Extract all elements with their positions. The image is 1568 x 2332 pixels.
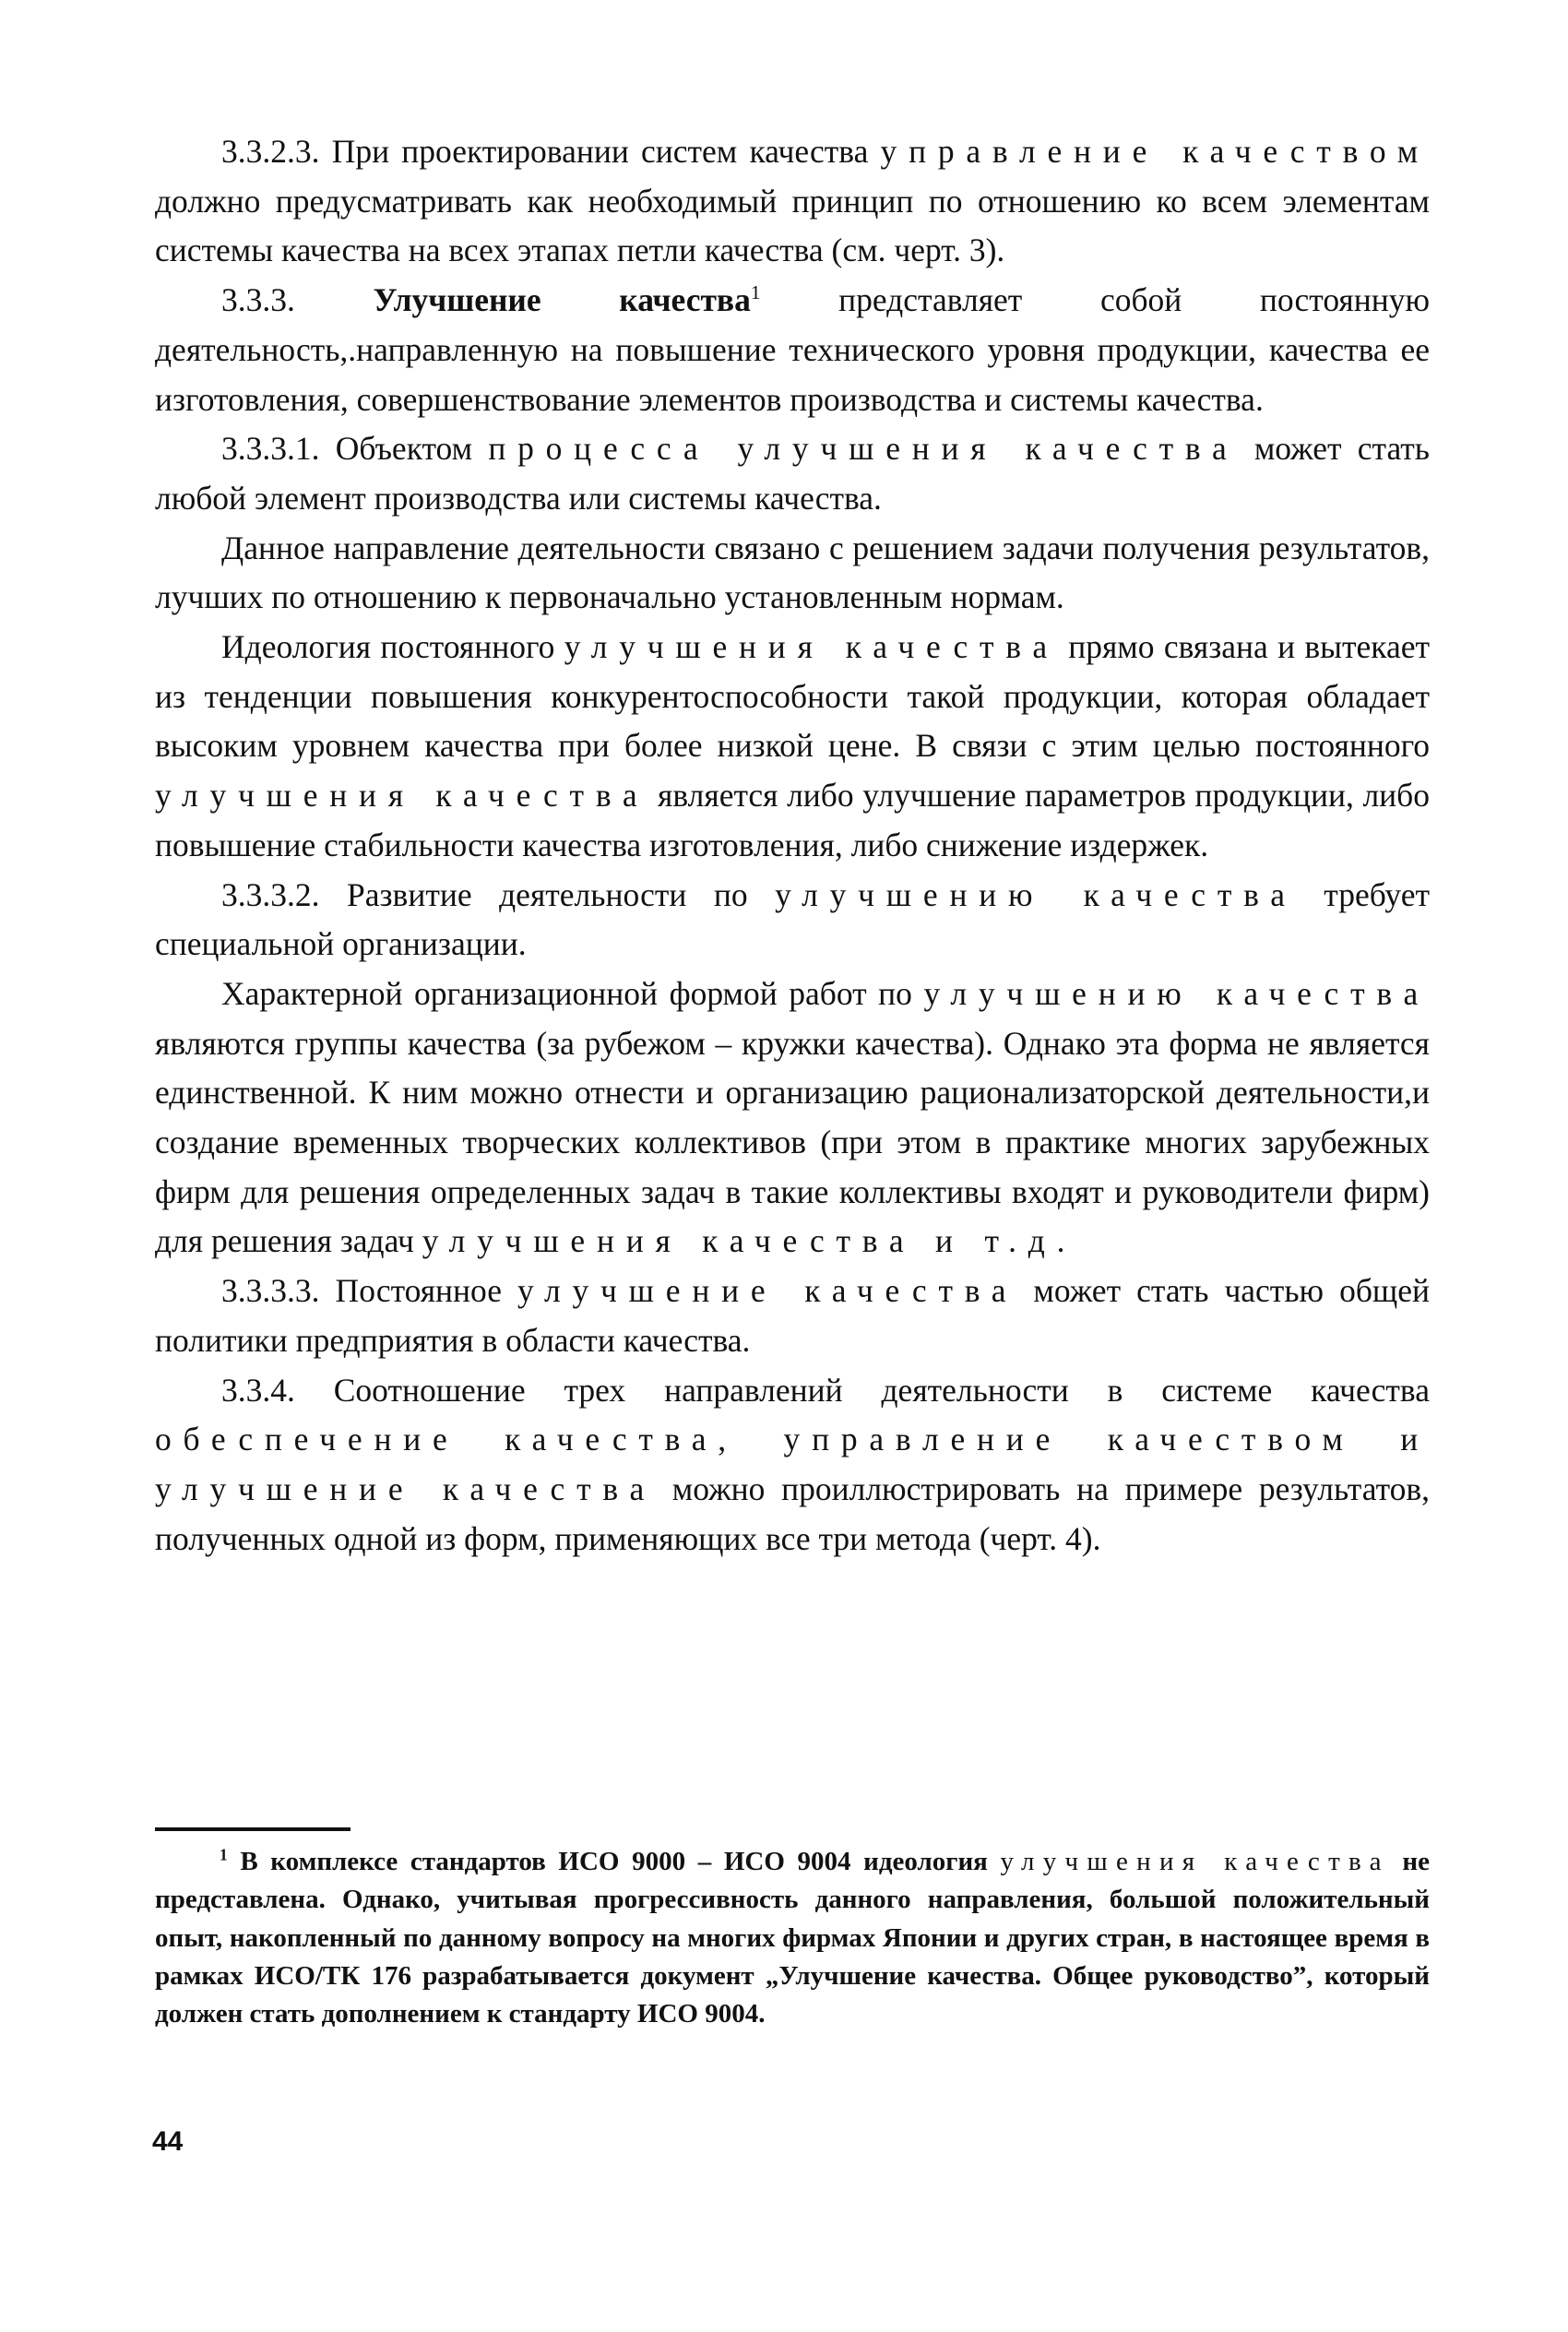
text-run: может стать частью общей политики предприятия в области качества. xyxy=(155,1272,1430,1359)
footnote-text xyxy=(155,1843,1430,2033)
spaced-emphasis: улучшения качества xyxy=(155,777,649,815)
text-run: В комплексе стандартов ИСО 9000 – ИСО 9004 идеология xyxy=(227,1847,1001,1876)
text-run: Характерной организационной формой работ по xyxy=(221,974,924,1012)
paragraph-3-3-4 xyxy=(155,1366,1430,1565)
paragraph-direction xyxy=(155,524,1430,623)
text-run: можно проиллюстрировать на примере результатов, полученных одной из форм, применяющих все три метода (черт. 4). xyxy=(155,1469,1431,1557)
text-run: должно предусматривать как необходимый принцип по отношению ко всем элементам системы качества на всех этапах петли качества (см. черт. 3). xyxy=(155,182,1430,269)
text-run: 3.3.4. Соотношение трех направлений деятельности в системе качества xyxy=(221,1371,1430,1409)
text-run: 3.3.3.2. Развитие деятельности по xyxy=(221,875,776,913)
spaced-emphasis: процесса улучшения качества xyxy=(488,430,1239,468)
spaced-emphasis: улучшения качества xyxy=(564,628,1059,666)
spaced-emphasis: улучшения качества xyxy=(1000,1847,1390,1876)
text-run: 3.3.3. xyxy=(221,281,374,319)
text-run: представляет собой постоянную деятельность,.направленную на повышение технического уровня продукции, качества ее изготовления, совершенствование элементов производства и системы качества. xyxy=(155,281,1431,418)
text-run: 3.3.2.3. При проектировании систем качества xyxy=(221,133,881,170)
spaced-emphasis: улучшение качества xyxy=(517,1272,1018,1310)
text-run: не представлена. Однако, учитывая прогрессивность данного направления, большой положительный опыт, накопленный по данному вопросу на многих фирмах Японии и других стран, в настоящее время в рамках ИСО/ТК 176 разрабатывается документ „Улучшение качества. Общее руководство”, который должен стать дополнением к стандарту ИСО 9004. xyxy=(155,1847,1430,2029)
text-run: требует специальной организации. xyxy=(155,875,1430,963)
paragraph-ideology xyxy=(155,623,1430,871)
paragraph-3-3-3-3 xyxy=(155,1267,1430,1365)
spaced-emphasis: улучшению качества xyxy=(923,974,1430,1012)
paragraph-3-3-3-2 xyxy=(155,871,1430,970)
text-run: прямо связана и вытекает из тенденции повышения конкурентоспособности такой продукции, которая обладает высоким уровнем качества при более низкой цене. В связи с этим целью постоянного xyxy=(155,628,1431,765)
text-run: 3.3.3.1. Объектом xyxy=(221,430,489,468)
text-run: является либо улучшение параметров продукции, либо повышение стабильности качества изготовления, либо снижение издержек. xyxy=(155,777,1430,863)
text-run: Идеология постоянного xyxy=(221,628,564,666)
footnote xyxy=(155,1843,1430,2033)
spaced-emphasis: обеспечение качества, управление качеством и улучшение качества xyxy=(155,1421,1430,1507)
text-run: 3.3.3.3. Постоянное xyxy=(221,1272,518,1310)
paragraph-quality-groups xyxy=(155,970,1430,1267)
footnote-marker: 1 xyxy=(220,1845,228,1864)
spaced-emphasis: улучшения качества и т.д. xyxy=(422,1222,1077,1260)
text-run: может стать любой элемент производства или системы качества. xyxy=(155,430,1430,517)
spaced-emphasis: улучшению качества xyxy=(775,875,1297,913)
body-text xyxy=(155,127,1430,1564)
bold-term: Улучшение качества xyxy=(373,281,751,319)
footnote-separator xyxy=(155,1827,350,1831)
page-number: 44 xyxy=(152,2126,184,2157)
paragraph-3-3-3 xyxy=(155,276,1430,424)
paragraph-3-3-2-3 xyxy=(155,127,1430,276)
text-run: являются группы качества (за рубежом – кружки качества). Однако эта форма не является единственной. К ним можно отнести и организацию рационализаторской деятельности,и создание временных творческих коллективов (при этом в практике многих зарубежных фирм для решения определенных задач в такие коллективы входят и руководители фирм) для решения задач xyxy=(155,1024,1430,1260)
text-run: Данное направление деятельности связано с решением задачи получения результатов, лучших по отношению к первоначально установленным нормам. xyxy=(155,529,1430,616)
paragraph-3-3-3-1 xyxy=(155,424,1430,523)
spaced-emphasis: управление качеством xyxy=(880,133,1430,170)
footnote-marker: 1 xyxy=(750,281,761,304)
